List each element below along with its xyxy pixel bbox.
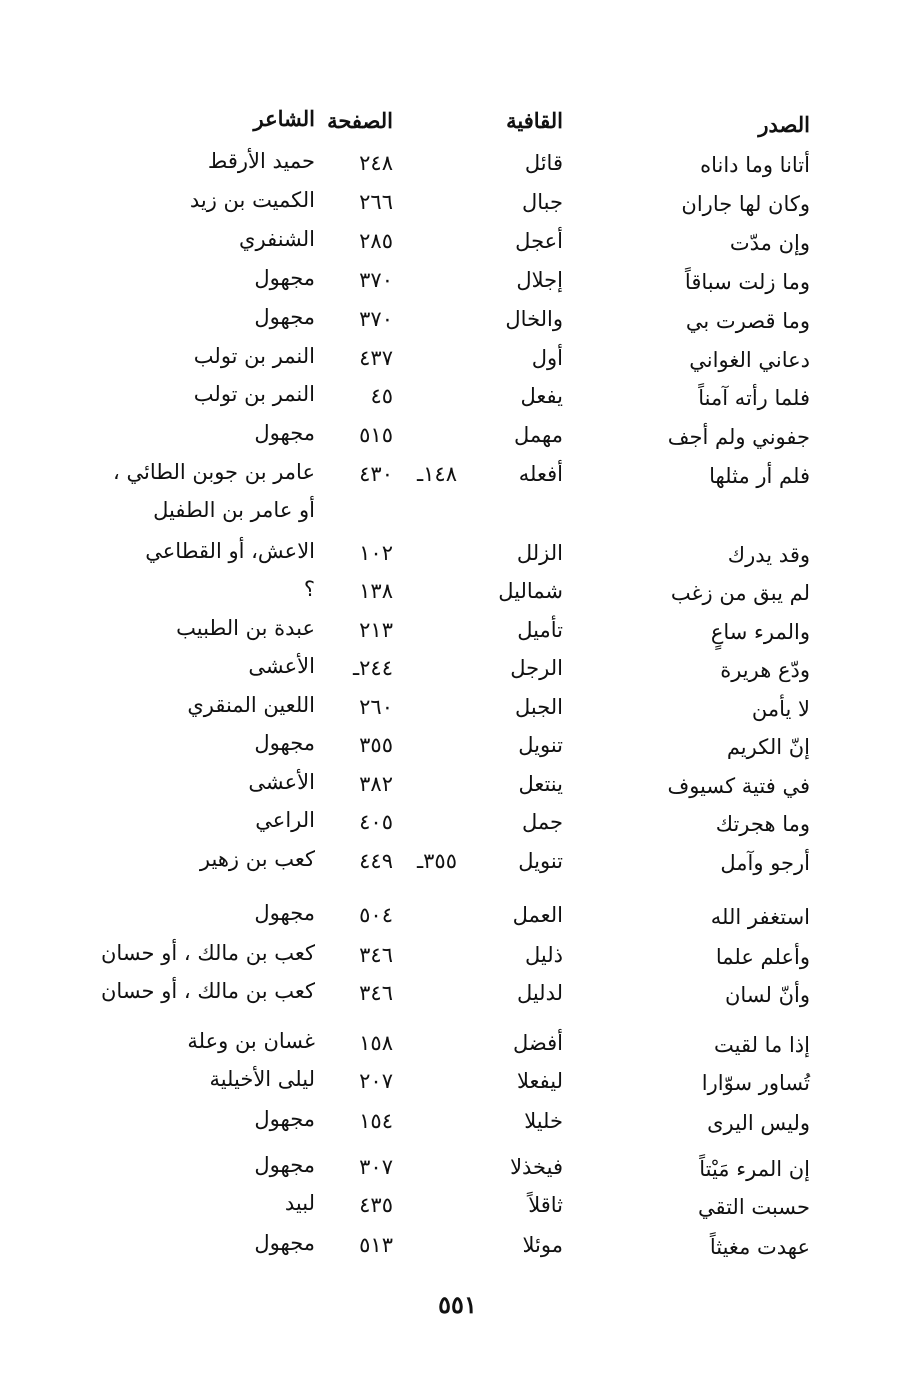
poet-cell: كعب بن زهير <box>199 847 315 871</box>
page-cell: ١٥٨ <box>359 1031 393 1055</box>
sadr-cell: أتانا وما داناه <box>700 153 810 177</box>
qafiya-cell: الزلل <box>516 541 563 565</box>
poet-cell: عامر بن جوبن الطائي ، <box>113 460 315 484</box>
page-cell: ٣٤٦ <box>359 943 393 967</box>
qafiya-cell: جبال <box>522 190 563 214</box>
sadr-cell: استغفر الله <box>710 905 810 929</box>
page-cell: ٢٨٥ <box>359 229 393 253</box>
qafiya-cell: تنويل <box>518 733 563 757</box>
sadr-cell: تُساور سوّارا <box>701 1071 810 1095</box>
qafiya-cell: أفعله <box>518 462 563 486</box>
header-sadr: الصدر <box>758 112 810 137</box>
sadr-cell: عهدت مغيثاً <box>709 1235 810 1259</box>
qafiya-cell: تأميل <box>517 618 563 642</box>
qafiya-cell: العمل <box>512 903 563 927</box>
qafiya-cell: تنويل <box>518 849 563 873</box>
sadr-cell: وإن مدّت <box>729 231 810 255</box>
sadr-cell: وما قصرت بي <box>685 309 810 333</box>
qafiya-cell: شماليل <box>498 579 563 603</box>
poet-cell: مجهول <box>254 305 315 329</box>
page-cell: ٢٤٤ـ <box>353 656 393 680</box>
qafiya-cell: ذليل <box>525 943 563 967</box>
qafiya-cell: يفعل <box>520 384 563 408</box>
poet-cell: ليلى الأخيلية <box>209 1067 315 1091</box>
poet-cell: مجهول <box>254 1231 315 1255</box>
qafiya-cell: ثاقلاً <box>528 1193 563 1217</box>
sadr-cell: وما زلت سباقاً <box>684 270 810 294</box>
qafiya-cell: مهمل <box>514 423 563 447</box>
page-cell: ٤٤٩ <box>359 849 393 873</box>
poet-cell: كعب بن مالك ، أو حسان <box>101 979 315 1003</box>
page-cell: ٥١٣ <box>359 1233 393 1257</box>
sadr-cell: حسبت التقي <box>697 1195 810 1219</box>
poet-cell: مجهول <box>254 1107 315 1131</box>
poet-cell: الشنفري <box>239 227 315 251</box>
header-qafiya: القافية <box>506 108 563 133</box>
qafiya-cell: أفضل <box>513 1031 563 1055</box>
page-cell: ١٥٤ <box>359 1109 393 1133</box>
sadr-cell: وأنّ لسان <box>724 983 810 1007</box>
page-cell: ٣٧٠ <box>359 268 393 292</box>
poet-cell: اللعين المنقري <box>187 693 315 717</box>
sadr-cell: جفوني ولم أجف <box>667 425 810 449</box>
page-cell: ٢٠٧ <box>359 1069 393 1093</box>
qafiya-cell: خليلا <box>524 1109 563 1133</box>
page-cell: ٤٣٥ <box>359 1193 393 1217</box>
poet-cell: مجهول <box>254 266 315 290</box>
sadr-cell: أرجو وآمل <box>720 851 810 875</box>
sadr-cell: في فتية كسيوف <box>667 774 810 798</box>
page-cell: ٤٣٧ <box>359 346 393 370</box>
page-cell: ٥١٥ <box>359 423 393 447</box>
poet-cell: النمر بن تولب <box>193 382 315 406</box>
page-cell: ٢٦٠ <box>359 695 393 719</box>
sadr-cell: ودّع هريرة <box>720 658 810 682</box>
sadr-cell: إن المرء مَيْتاً <box>699 1157 810 1181</box>
qafiya-cell: أول <box>531 346 563 370</box>
qafiya-cell: قائل <box>524 151 563 175</box>
poet-cell: الكميت بن زيد <box>189 188 315 212</box>
header-page: الصفحة <box>327 108 393 133</box>
page-cell: ٤٠٥ <box>359 810 393 834</box>
sadr-cell: وما هجرتك <box>715 812 810 836</box>
page-cell: ٢١٣ <box>359 618 393 642</box>
sadr-cell: وليس اليرى <box>707 1111 810 1135</box>
sadr-cell: والمرء ساعٍ <box>710 620 810 644</box>
page-cell: ١٠٢ <box>359 541 393 565</box>
poet-cell: كعب بن مالك ، أو حسان <box>101 941 315 965</box>
page-cell: ٤٥ <box>370 384 393 408</box>
sadr-cell: فلم أر مثلها <box>709 464 810 488</box>
page-number: ٥٥١ <box>438 1290 477 1319</box>
sadr-cell: وكان لها جاران <box>681 192 810 216</box>
page-cell: ٥٠٤ <box>359 903 393 927</box>
sadr-cell: لا يأمن <box>751 697 810 721</box>
page-cell: ٣٧٠ <box>359 307 393 331</box>
poet-cell: مجهول <box>254 421 315 445</box>
qafiya-cell: أعجل <box>515 229 563 253</box>
poet-cell: ؟ <box>303 577 315 601</box>
page-cell: ١٣٨ <box>359 579 393 603</box>
header-poet: الشاعر <box>253 106 315 131</box>
qafiya-cell: والخال <box>505 307 563 331</box>
poet-cell: غسان بن وعلة <box>187 1029 315 1053</box>
alt-page-cell: ٣٥٥ـ <box>417 849 457 873</box>
poet-cell: مجهول <box>254 1153 315 1177</box>
qafiya-cell: فيخذلا <box>510 1155 563 1179</box>
qafiya-cell: لدليل <box>516 981 563 1005</box>
sadr-cell: إذا ما لقيت <box>714 1033 810 1057</box>
qafiya-cell: موئلا <box>522 1233 563 1257</box>
poet-cell: الأعشى <box>248 770 315 794</box>
qafiya-cell: جمل <box>521 810 563 834</box>
page-cell: ٣٠٧ <box>359 1155 393 1179</box>
sadr-cell: لم يبق من زغب <box>670 581 810 605</box>
qafiya-cell: ينتعل <box>518 772 563 796</box>
poet-cell: عبدة بن الطبيب <box>176 616 315 640</box>
qafiya-cell: ليفعلا <box>516 1069 563 1093</box>
qafiya-cell: الرجل <box>510 656 563 680</box>
sadr-cell: دعاني الغواني <box>689 348 810 372</box>
page-cell: ٣٥٥ <box>359 733 393 757</box>
qafiya-cell: إجلال <box>516 268 563 292</box>
poet-cell: لبيد <box>284 1191 315 1215</box>
poet-cell: مجهول <box>254 731 315 755</box>
sadr-cell: فلما رأته آمناً <box>698 386 810 410</box>
poet-cell: النمر بن تولب <box>193 344 315 368</box>
poet-cell: مجهول <box>254 901 315 925</box>
poet-cell: الأعشى <box>248 654 315 678</box>
alt-page-cell: ١٤٨ـ <box>417 462 457 486</box>
sadr-cell: وأعلم علما <box>715 945 810 969</box>
poet-cell: حميد الأرقط <box>207 149 315 173</box>
page-cell: ٢٦٦ <box>359 190 393 214</box>
page-cell: ٤٣٠ <box>359 462 393 486</box>
sadr-cell: وقد يدرك <box>727 543 810 567</box>
sadr-cell: إنّ الكريم <box>726 735 810 759</box>
page-cell: ٢٤٨ <box>359 151 393 175</box>
qafiya-cell: الجبل <box>514 695 563 719</box>
poet-cell: الاعش، أو القطاعي <box>145 539 315 563</box>
page-cell: ٣٨٢ <box>359 772 393 796</box>
poet-cell: الراعي <box>255 808 315 832</box>
page-cell: ٣٤٦ <box>359 981 393 1005</box>
poet-cell-continued: أو عامر بن الطفيل <box>153 498 315 522</box>
